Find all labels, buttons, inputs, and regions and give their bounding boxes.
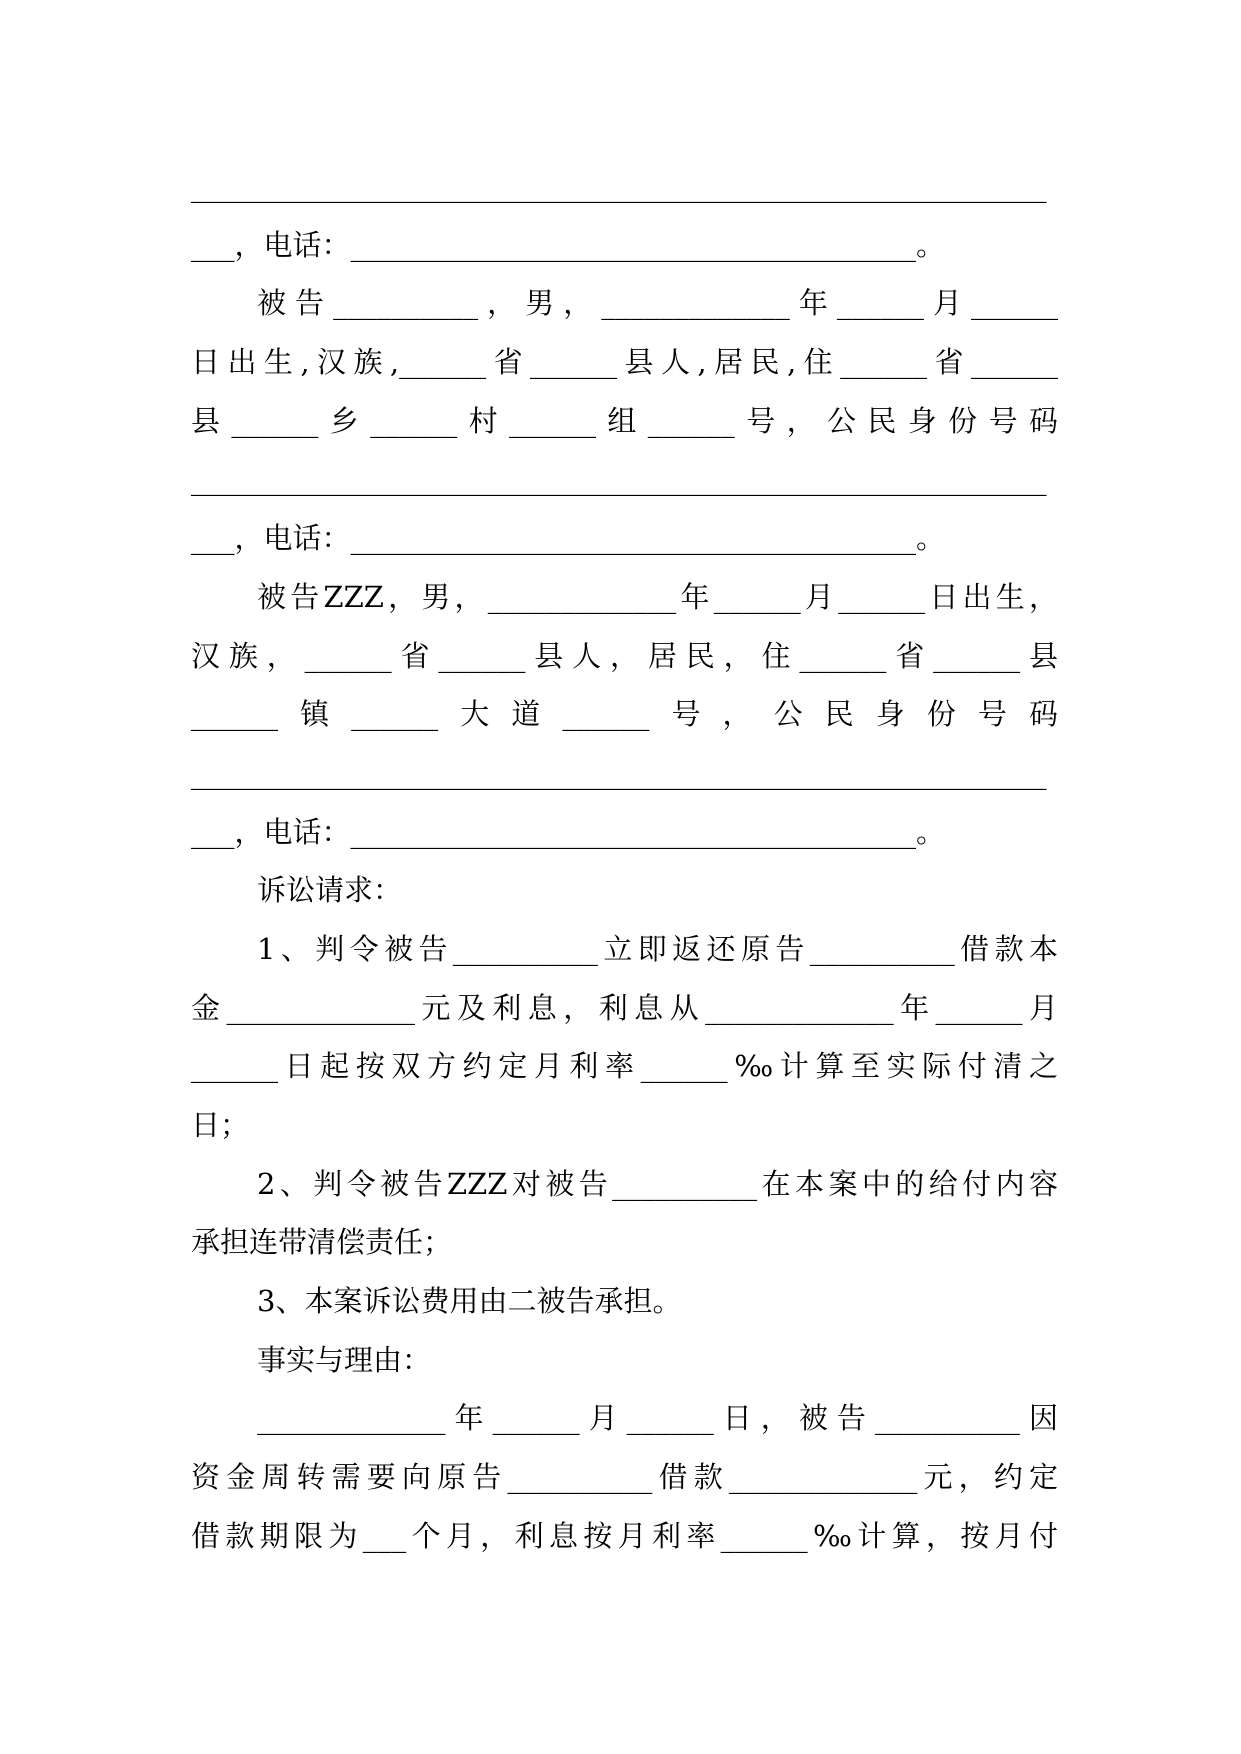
claim-line: 2、判令被告ZZZ对被告__________在本案中的给付内容	[257, 1166, 1058, 1201]
defendant-2-intro-line: 被告ZZZ，男，_____________年______月______日出生，	[257, 579, 1058, 614]
claim-line: ______日起按双方约定月利率______‰计算至实际付清之	[191, 1049, 1058, 1084]
defendant-1-intro-line: 被告__________，男，_____________年______月______	[257, 286, 1058, 321]
phone-line: ___，电话：_______________________________________。	[191, 521, 946, 556]
facts-heading: 事实与理由：	[257, 1342, 432, 1377]
phone-line: ___，电话：_______________________________________。	[191, 227, 946, 262]
phone-line: ___，电话：_______________________________________。	[191, 814, 946, 849]
claims-heading: 诉讼请求：	[257, 873, 403, 908]
id-number-blank-line: ___________________________________________________________	[191, 462, 1047, 497]
facts-line: _____________年______月______日，被告__________因	[257, 1401, 1058, 1436]
id-number-blank-line: ___________________________________________________________	[191, 755, 1047, 790]
defendant-1-origin-line: 日出生,汉族,______省______县人,居民,住______省______	[191, 345, 1058, 380]
claim-line: 金_____________元及利息，利息从_____________年______月	[191, 990, 1058, 1025]
defendant-2-origin-line: 汉族，______省______县人，居民，住______省______县	[191, 638, 1058, 673]
document-body	[191, 157, 1058, 1566]
facts-line: 资金周转需要向原告__________借款_____________元，约定	[191, 1460, 1058, 1495]
claim-line: 承担连带清偿责任；	[191, 1225, 453, 1260]
claim-line: 日；	[191, 1108, 250, 1142]
claim-line: 3、本案诉讼费用由二被告承担。	[257, 1284, 682, 1319]
defendant-1-address-line: 县______乡______村______组______号，公民身份号码	[191, 403, 1058, 438]
defendant-2-address-line: ______镇______大道______号，公民身份号码	[191, 697, 1058, 732]
facts-line: 借款期限为___个月，利息按月利率______‰计算，按月付	[191, 1518, 1058, 1553]
claim-line: 1、判令被告__________立即返还原告__________借款本	[257, 931, 1058, 966]
id-number-blank-line: ___________________________________________________________	[191, 169, 1047, 203]
